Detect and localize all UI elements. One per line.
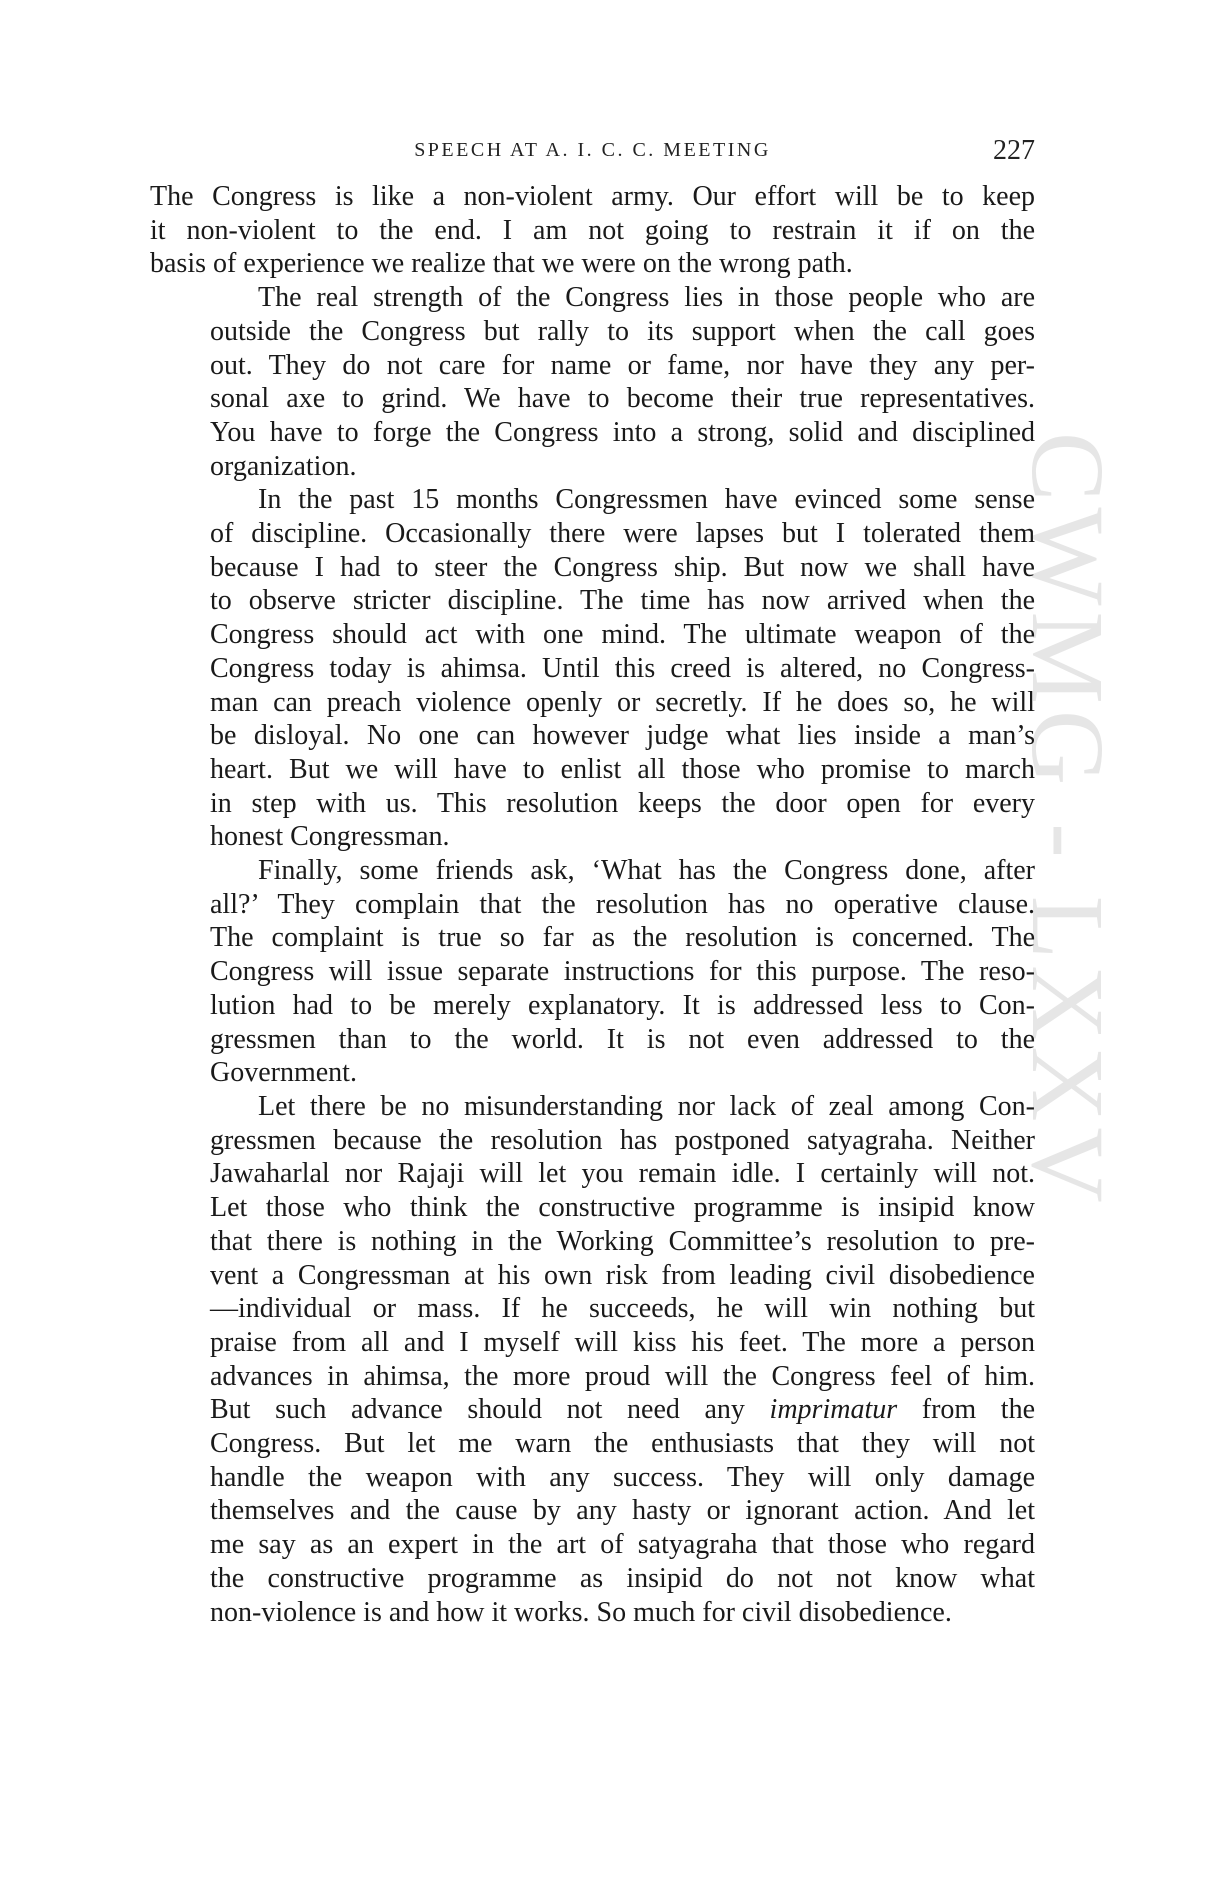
text-line: In the past 15 months Congressmen have evinced some sense <box>258 484 1035 516</box>
paragraph <box>150 180 1035 281</box>
text-line: sonal axe to grind. We have to become their true representatives. <box>210 383 1035 415</box>
text-line: that there is nothing in the Working Committee’s resolution to pre- <box>210 1225 1035 1257</box>
page-number: 227 <box>993 135 1035 166</box>
paragraph <box>150 483 1035 854</box>
body-text <box>150 180 1035 1629</box>
running-title: SPEECH AT A. I. C. C. MEETING <box>414 139 771 161</box>
text-line: vent a Congressman at his own risk from leading civil disobedience <box>210 1259 1035 1291</box>
text-line: it non-violent to the end. I am not going to restrain it if on the <box>150 214 1035 246</box>
text-line: outside the Congress but rally to its support when the call goes <box>210 315 1035 347</box>
text-line: handle the weapon with any success. They will only damage <box>210 1461 1035 1493</box>
text-line: of discipline. Occasionally there were lapses but I tolerated them <box>210 518 1035 550</box>
paragraph <box>150 281 1035 483</box>
text-line: to observe stricter discipline. The time has now arrived when the <box>210 585 1035 617</box>
text-line: Congress will issue separate instructions for this purpose. The reso- <box>210 956 1035 988</box>
text-line: heart. But we will have to enlist all those who promise to march <box>210 753 1035 785</box>
text-line: Government. <box>210 1057 357 1089</box>
text-line: in step with us. This resolution keeps the door open for every <box>210 787 1035 819</box>
running-head <box>150 135 1035 171</box>
text-line: honest Congressman. <box>210 821 450 853</box>
text-line: all?’ They complain that the resolution has no operative clause. <box>210 888 1035 920</box>
text-line: The real strength of the Congress lies in those people who are <box>258 282 1035 314</box>
text-line: The Congress is like a non-violent army. Our effort will be to keep <box>150 181 1035 212</box>
text-line: Congress today is ahimsa. Until this creed is altered, no Congress- <box>210 652 1035 684</box>
text-line: themselves and the cause by any hasty or ignorant action. And let <box>210 1495 1035 1527</box>
text-line: me say as an expert in the art of satyagraha that those who regard <box>210 1529 1035 1561</box>
text-line: gressmen because the resolution has postponed satyagraha. Neither <box>210 1124 1035 1156</box>
paragraph <box>150 854 1035 1090</box>
watermark-text: CWMG - LXXV <box>1010 432 1125 1209</box>
text-line: advances in ahimsa, the more proud will the Congress feel of him. <box>210 1360 1035 1392</box>
text-line: Congress. But let me warn the enthusiasts that they will not <box>210 1428 1035 1460</box>
text-line: You have to forge the Congress into a strong, solid and disciplined <box>210 416 1035 448</box>
paragraph <box>150 1090 1035 1629</box>
text-line: But such advance should not need any imprimatur from the <box>210 1394 1035 1426</box>
text-line: gressmen than to the world. It is not even addressed to the <box>210 1023 1035 1055</box>
text-line: Let those who think the constructive programme is insipid know <box>210 1192 1035 1224</box>
text-line: basis of experience we realize that we were on the wrong path. <box>150 248 853 280</box>
text-line: the constructive programme as insipid do not not know what <box>210 1562 1035 1594</box>
text-line: Congress should act with one mind. The ultimate weapon of the <box>210 619 1035 651</box>
text-line: be disloyal. No one can however judge what lies inside a man’s <box>210 720 1035 752</box>
text-line: because I had to steer the Congress ship. But now we shall have <box>210 551 1035 583</box>
text-line: —individual or mass. If he succeeds, he will win nothing but <box>210 1293 1035 1325</box>
text-line: The complaint is true so far as the resolution is concerned. The <box>210 922 1035 954</box>
text-line: Jawaharlal nor Rajaji will let you remain idle. I certainly will not. <box>210 1158 1035 1190</box>
text-line: out. They do not care for name or fame, nor have they any per- <box>210 349 1035 381</box>
text-line: non-violence is and how it works. So much for civil disobedience. <box>210 1596 952 1628</box>
text-line: organization. <box>210 450 357 482</box>
text-line: lution had to be merely explanatory. It is addressed less to Con- <box>210 989 1035 1021</box>
text-line: Finally, some friends ask, ‘What has the Congress done, after <box>258 855 1035 887</box>
text-line: praise from all and I myself will kiss his feet. The more a person <box>210 1326 1035 1358</box>
text-line: Let there be no misunderstanding nor lack of zeal among Con- <box>258 1090 1035 1122</box>
text-line: man can preach violence openly or secretly. If he does so, he will <box>210 686 1035 718</box>
